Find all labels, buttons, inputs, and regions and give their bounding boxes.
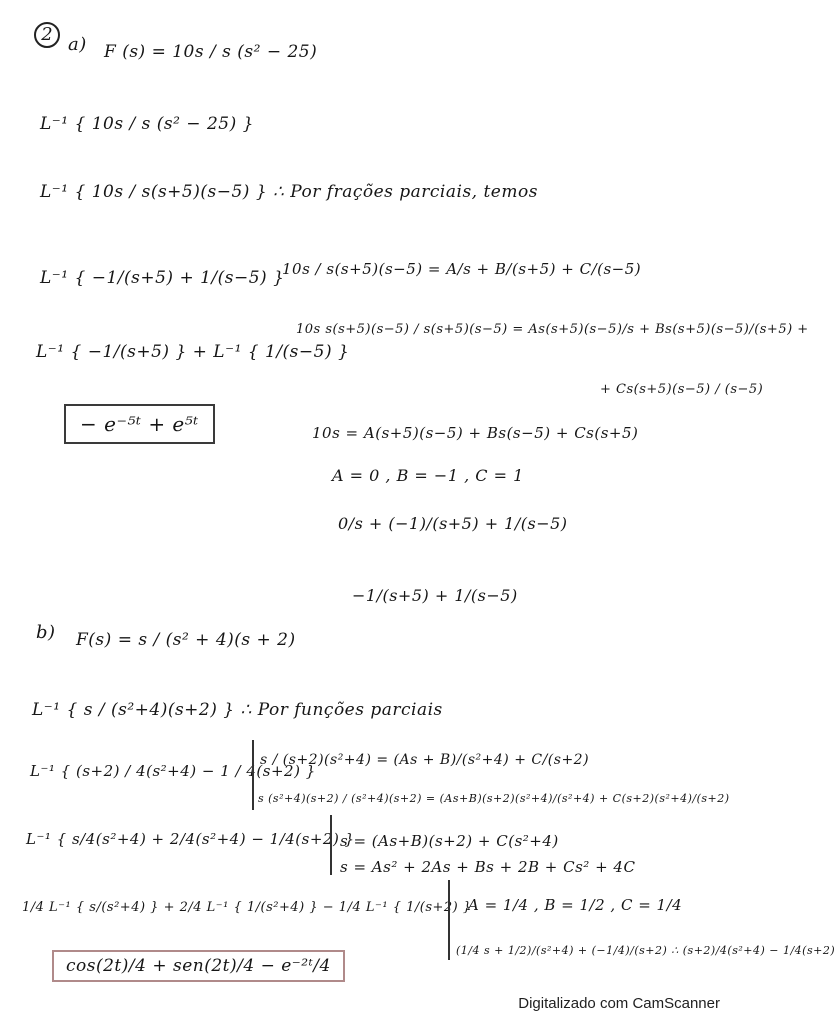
part-b-label: b) [36,622,56,643]
part-b-line-4: L⁻¹ { s/4(s²+4) + 2/4(s²+4) − 1/4(s+2) } [26,830,355,848]
part-a-line-1: F (s) = 10s / s (s² − 25) [104,42,318,62]
part-b-pf-4: s = As² + 2As + Bs + 2B + Cs² + 4C [340,858,636,876]
part-a-pf-2: 10s s(s+5)(s−5) / s(s+5)(s−5) = As(s+5)(s−5)/s + Bs(s+5)(s−5)/(s+5) + [296,322,809,337]
part-b-line-5: 1/4 L⁻¹ { s/(s²+4) } + 2/4 L⁻¹ { 1/(s²+4) } − 1/4 L⁻¹ { 1/(s+2) } [22,900,472,915]
part-a-pf-1: 10s / s(s+5)(s−5) = A/s + B/(s+5) + C/(s−5) [282,260,642,278]
part-b-line-1: F(s) = s / (s² + 4)(s + 2) [76,630,296,650]
part-b-bracket-2 [330,815,332,875]
part-a-pf-3: + Cs(s+5)(s−5) / (s−5) [600,382,764,397]
part-b-bracket-3 [448,880,450,960]
part-a-line-4: L⁻¹ { −1/(s+5) + 1/(s−5) } [40,268,285,288]
part-a-line-5: L⁻¹ { −1/(s+5) } + L⁻¹ { 1/(s−5) } [36,342,350,362]
part-b-line-3: L⁻¹ { (s+2) / 4(s²+4) − 1 / 4(s+2) } [30,762,316,780]
part-b-result: cos(2t)/4 + sen(2t)/4 − e⁻²ᵗ/4 [52,950,345,982]
part-b-pf-2: s (s²+4)(s+2) / (s²+4)(s+2) = (As+B)(s+2)(s²+4)/(s²+4) + C(s+2)(s²+4)/(s+2) [258,792,730,805]
scanner-footer: Digitalizado com CamScanner [518,995,720,1012]
part-a-pf-7: −1/(s+5) + 1/(s−5) [352,586,518,605]
part-b-pf-6: (1/4 s + 1/2)/(s²+4) + (−1/4)/(s+2) ∴ (s+2)/4(s²+4) − 1/4(s+2) [456,944,835,957]
part-a-label: a) [68,34,87,55]
part-b-pf-1: s / (s+2)(s²+4) = (As + B)/(s²+4) + C/(s+2) [260,752,590,768]
part-a-pf-6: 0/s + (−1)/(s+5) + 1/(s−5) [338,514,568,533]
question-number: 2 [34,22,60,48]
part-b-pf-3: s = (As+B)(s+2) + C(s²+4) [340,832,559,850]
part-b-line-2: L⁻¹ { s / (s²+4)(s+2) } ∴ Por funções parciais [32,700,443,720]
part-a-line-3: L⁻¹ { 10s / s(s+5)(s−5) } ∴ Por frações parciais, temos [40,182,538,202]
part-a-result: − e⁻⁵ᵗ + e⁵ᵗ [64,404,215,444]
part-a-line-2: L⁻¹ { 10s / s (s² − 25) } [40,114,254,134]
part-a-pf-4: 10s = A(s+5)(s−5) + Bs(s−5) + Cs(s+5) [312,424,639,442]
part-a-pf-5: A = 0 , B = −1 , C = 1 [332,466,524,485]
part-b-pf-5: A = 1/4 , B = 1/2 , C = 1/4 [468,896,683,914]
part-b-bracket-1 [252,740,254,810]
